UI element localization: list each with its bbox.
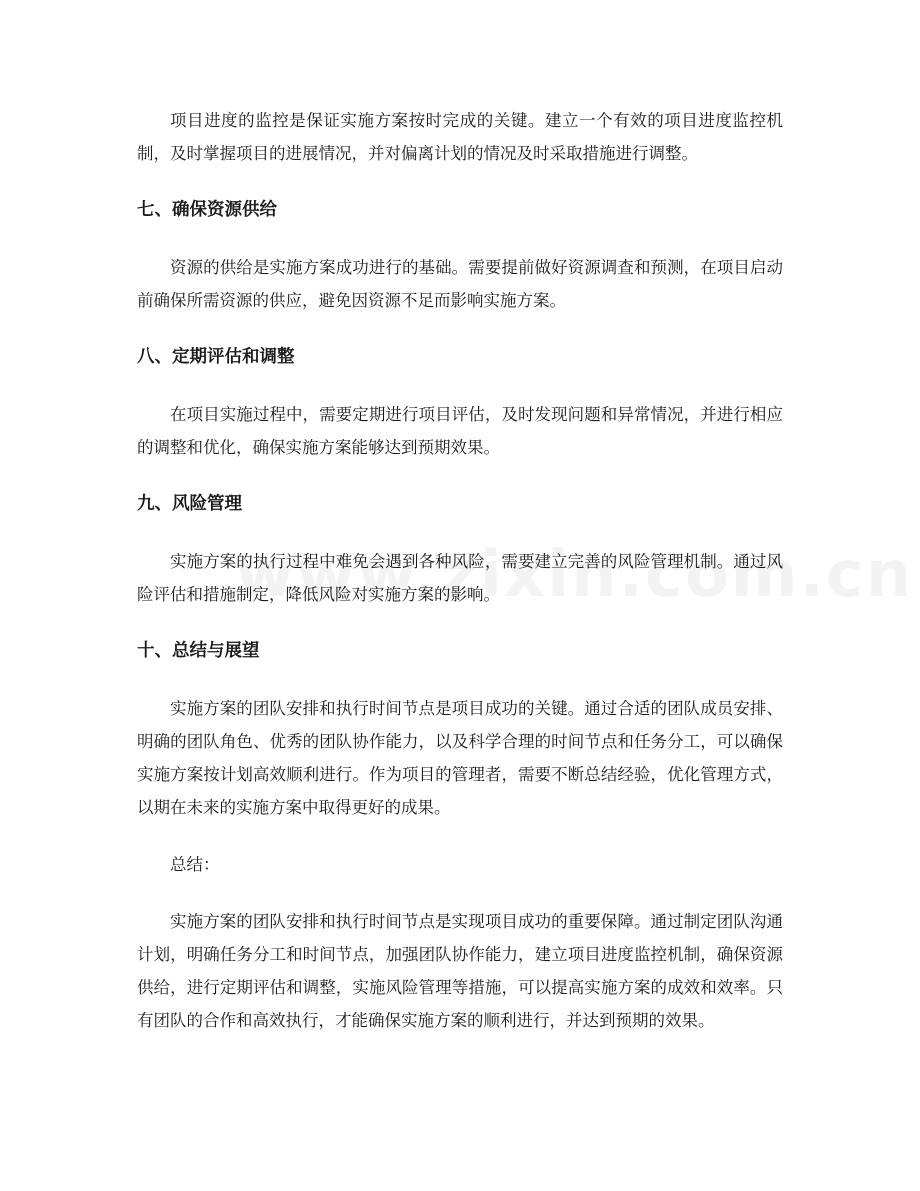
spacer [137,824,783,848]
paragraph-section-10: 实施方案的团队安排和执行时间节点是项目成功的关键。通过合适的团队成员安排、明确的团队角色、优秀的团队协作能力，以及科学合理的时间节点和任务分工，可以确保实施方案按计划高效顺利进行。作为项目的管理者，需要不断总结经验，优化管理方式，以期在未来的实施方案中取得更好的成果。 [137,699,783,817]
paragraph-summary: 实施方案的团队安排和执行时间节点是实现项目成功的重要保障。通过制定团队沟通计划，明确任务分工和时间节点，加强团队协作能力，建立项目进度监控机制，确保资源供给，进行定期评估和调整，实施风险管理等措施，可以提高实施方案的成效和效率。只有团队的合作和高效执行，才能确保实施方案的顺利进行，并达到预期的效果。 [137,912,783,1030]
heading-section-10: 十、总结与展望 [137,641,260,661]
paragraph-section-7: 资源的供给是实施方案成功进行的基础。需要提前做好资源调查和预测，在项目启动前确保所需资源的供应，避免因资源不足而影响实施方案。 [137,258,783,310]
paragraph-intro: 项目进度的监控是保证实施方案按时完成的关键。建立一个有效的项目进度监控机制，及时掌握项目的进展情况，并对偏离计划的情况及时采取措施进行调整。 [137,111,783,163]
paragraph-section-8: 在项目实施过程中，需要定期进行项目评估，及时发现问题和异常情况，并进行相应的调整和优化，确保实施方案能够达到预期效果。 [137,405,783,457]
heading-section-8: 八、定期评估和调整 [137,347,295,367]
paragraph-section-9: 实施方案的执行过程中难免会遇到各种风险，需要建立完善的风险管理机制。通过风险评估和措施制定，降低风险对实施方案的影响。 [137,552,783,604]
summary-label: 总结： [170,855,220,874]
heading-section-7: 七、确保资源供给 [137,200,277,220]
spacer [137,881,783,905]
document-content [137,104,783,1037]
heading-section-9: 九、风险管理 [137,494,242,514]
